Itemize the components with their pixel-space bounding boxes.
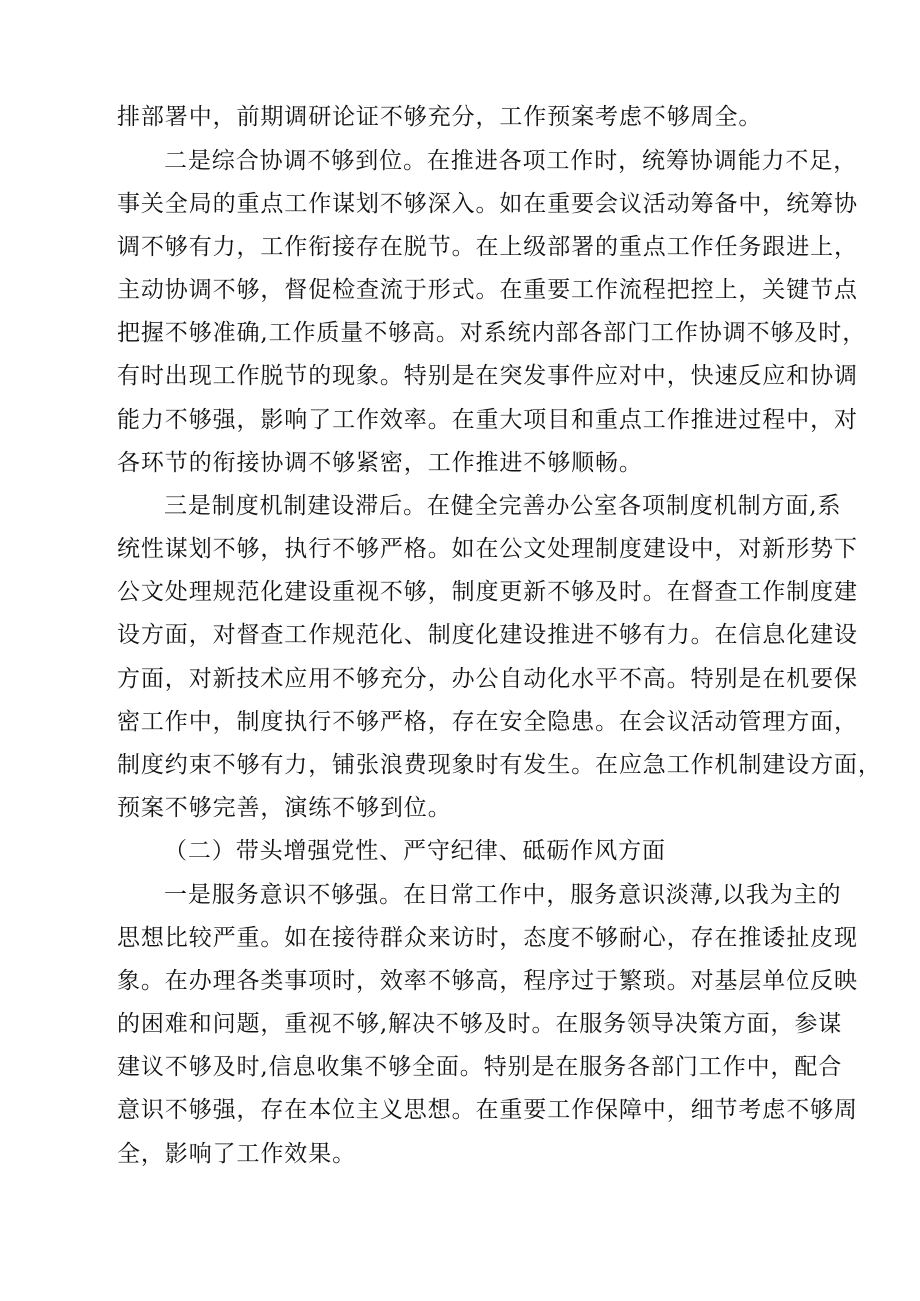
paragraph-line: 象。在办理各类事项时，效率不够高，程序过于繁琐。对基层单位反映 <box>117 968 858 994</box>
paragraph-line: 把握不够准确,工作质量不够高。对系统内部各部门工作协调不够及时， <box>117 320 867 346</box>
paragraph-line: 三是制度机制建设滞后。在健全完善办公室各项制度机制方面,系 <box>164 493 842 519</box>
paragraph-line: 有时出现工作脱节的现象。特别是在突发事件应对中，快速反应和协调 <box>117 363 858 389</box>
paragraph-line: 思想比较严重。如在接待群众来访时，态度不够耐心，存在推诿扯皮现 <box>117 925 858 951</box>
paragraph-line: 能力不够强，影响了工作效率。在重大项目和重点工作推进过程中，对 <box>117 407 858 433</box>
paragraph-line: 调不够有力，工作衔接存在脱节。在上级部署的重点工作任务跟进上， <box>117 234 858 260</box>
paragraph-line: 的困难和问题，重视不够,解决不够及时。在服务领导决策方面，参谋 <box>117 1011 843 1037</box>
paragraph-line: 预案不够完善，演练不够到位。 <box>117 795 452 821</box>
paragraph-line: 建议不够及时,信息收集不够全面。特别是在服务各部门工作中，配合 <box>117 1054 843 1080</box>
paragraph-line: 主动协调不够，督促检查流于形式。在重要工作流程把控上，关键节点 <box>117 277 858 303</box>
paragraph-line: 事关全局的重点工作谋划不够深入。如在重要会议活动筹备中，统筹协 <box>117 191 858 217</box>
paragraph-line: 二是综合协调不够到位。在推进各项工作时，统筹协调能力不足， <box>164 148 858 174</box>
paragraph-line: 排部署中，前期调研论证不够充分，工作预案考虑不够周全。 <box>117 104 763 130</box>
paragraph-line: 公文处理规范化建设重视不够，制度更新不够及时。在督查工作制度建 <box>117 579 858 605</box>
paragraph-line: 设方面，对督查工作规范化、制度化建设推进不够有力。在信息化建设 <box>117 622 858 648</box>
paragraph-line: 方面，对新技术应用不够充分，办公自动化水平不高。特别是在机要保 <box>117 666 858 692</box>
paragraph-line: 全，影响了工作效果。 <box>117 1141 356 1167</box>
paragraph-line: 密工作中，制度执行不够严格，存在安全隐患。在会议活动管理方面， <box>117 709 858 735</box>
section-heading: （二）带头增强党性、严守纪律、砥砺作风方面 <box>164 838 666 864</box>
paragraph-line: 意识不够强，存在本位主义思想。在重要工作保障中，细节考虑不够周 <box>117 1097 858 1123</box>
paragraph-line: 制度约束不够有力，铺张浪费现象时有发生。在应急工作机制建设方面， <box>117 752 882 778</box>
paragraph-line: 统性谋划不够，执行不够严格。如在公文处理制度建设中，对新形势下 <box>117 536 858 562</box>
paragraph-line: 各环节的衔接协调不够紧密，工作推进不够顺畅。 <box>117 450 643 476</box>
paragraph-line: 一是服务意识不够强。在日常工作中，服务意识淡薄,以我为主的 <box>164 882 842 908</box>
